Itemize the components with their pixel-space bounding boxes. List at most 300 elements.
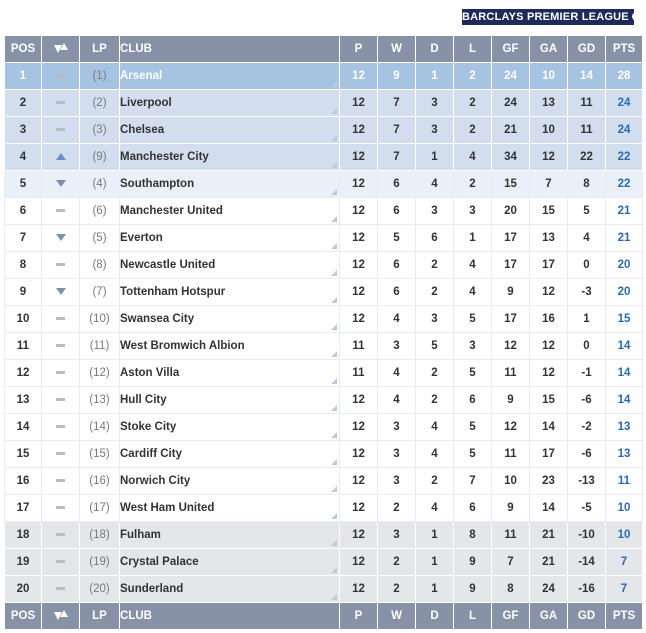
- last-position-cell: (2): [80, 90, 120, 117]
- table-row[interactable]: [5, 549, 643, 576]
- movement-cell: [42, 90, 80, 117]
- position-cell: 17: [5, 495, 42, 522]
- club-name-link[interactable]: West Bromwich Albion: [120, 340, 245, 352]
- points-cell: 7: [606, 549, 643, 576]
- club-cell[interactable]: [120, 252, 340, 279]
- p-cell: 12: [340, 117, 378, 144]
- club-name-link[interactable]: Manchester City: [120, 151, 209, 163]
- header-gf[interactable]: GF: [492, 36, 530, 63]
- no-change-icon: [56, 101, 65, 104]
- no-change-icon: [56, 398, 65, 401]
- footer-pts[interactable]: PTS: [606, 603, 643, 630]
- gf-cell: 21: [492, 117, 530, 144]
- table-row[interactable]: [5, 198, 643, 225]
- table-row[interactable]: [5, 522, 643, 549]
- l-cell: 9: [454, 549, 492, 576]
- p-cell: 12: [340, 252, 378, 279]
- points-cell: 24: [606, 90, 643, 117]
- expand-corner-icon[interactable]: [331, 513, 337, 519]
- w-cell: 6: [378, 171, 416, 198]
- last-position-cell: (1): [80, 63, 120, 90]
- expand-corner-icon[interactable]: [331, 162, 337, 168]
- movement-cell: [42, 63, 80, 90]
- club-cell[interactable]: [120, 306, 340, 333]
- position-cell: 14: [5, 414, 42, 441]
- gf-cell: 9: [492, 387, 530, 414]
- club-cell[interactable]: [120, 441, 340, 468]
- club-name-link[interactable]: Liverpool: [120, 97, 172, 109]
- table-row[interactable]: [5, 306, 643, 333]
- w-cell: 4: [378, 360, 416, 387]
- no-change-icon: [56, 263, 65, 266]
- movement-cell: [42, 225, 80, 252]
- expand-corner-icon[interactable]: [331, 189, 337, 195]
- no-change-icon: [56, 317, 65, 320]
- club-cell[interactable]: [120, 90, 340, 117]
- expand-corner-icon[interactable]: [331, 459, 337, 465]
- club-name-link[interactable]: Newcastle United: [120, 259, 216, 271]
- points-cell: 24: [606, 117, 643, 144]
- club-cell[interactable]: [120, 117, 340, 144]
- l-cell: 2: [454, 90, 492, 117]
- table-row[interactable]: [5, 441, 643, 468]
- d-cell: 4: [416, 171, 454, 198]
- club-cell[interactable]: [120, 279, 340, 306]
- w-cell: 6: [378, 198, 416, 225]
- d-cell: 1: [416, 144, 454, 171]
- l-cell: 1: [454, 225, 492, 252]
- expand-corner-icon[interactable]: [331, 351, 337, 357]
- club-name-link[interactable]: West Ham United: [120, 502, 215, 514]
- last-position-cell: (5): [80, 225, 120, 252]
- movement-cell: [42, 252, 80, 279]
- last-position-cell: (18): [80, 522, 120, 549]
- position-cell: 5: [5, 171, 42, 198]
- points-cell: 7: [606, 576, 643, 603]
- expand-corner-icon[interactable]: [331, 405, 337, 411]
- l-cell: 6: [454, 495, 492, 522]
- header-pos[interactable]: POS: [5, 36, 42, 63]
- footer-gf[interactable]: GF: [492, 603, 530, 630]
- l-cell: 9: [454, 576, 492, 603]
- no-change-icon: [56, 479, 65, 482]
- p-cell: 12: [340, 63, 378, 90]
- no-change-icon: [56, 128, 65, 131]
- expand-corner-icon[interactable]: [331, 108, 337, 114]
- movement-cell: [42, 144, 80, 171]
- club-name-link[interactable]: Cardiff City: [120, 448, 182, 460]
- expand-corner-icon[interactable]: [331, 135, 337, 141]
- ga-cell: 15: [530, 198, 568, 225]
- ga-cell: 12: [530, 360, 568, 387]
- club-name-link[interactable]: Sunderland: [120, 583, 184, 595]
- ga-cell: 12: [530, 144, 568, 171]
- ga-cell: 10: [530, 63, 568, 90]
- arrow-down-icon: [56, 180, 66, 187]
- header-lp[interactable]: LP: [80, 36, 120, 63]
- club-name-link[interactable]: Norwich City: [120, 475, 191, 487]
- p-cell: 12: [340, 198, 378, 225]
- position-cell: 20: [5, 576, 42, 603]
- header-ga[interactable]: GA: [530, 36, 568, 63]
- club-name-link[interactable]: Arsenal: [120, 70, 163, 82]
- movement-cell: [42, 198, 80, 225]
- movement-cell: [42, 387, 80, 414]
- p-cell: 12: [340, 414, 378, 441]
- no-change-icon: [56, 560, 65, 563]
- d-cell: 3: [416, 198, 454, 225]
- ga-cell: 13: [530, 225, 568, 252]
- club-name-link[interactable]: Stoke City: [120, 421, 177, 433]
- header-gd[interactable]: GD: [568, 36, 606, 63]
- l-cell: 8: [454, 522, 492, 549]
- table-footer-row: [5, 603, 643, 630]
- d-cell: 1: [416, 522, 454, 549]
- ga-cell: 21: [530, 522, 568, 549]
- w-cell: 3: [378, 441, 416, 468]
- position-cell: 19: [5, 549, 42, 576]
- gd-cell: -16: [568, 576, 606, 603]
- ga-cell: 7: [530, 171, 568, 198]
- movement-cell: [42, 549, 80, 576]
- no-change-icon: [56, 452, 65, 455]
- club-name-link[interactable]: Hull City: [120, 394, 167, 406]
- gf-cell: 10: [492, 468, 530, 495]
- p-cell: 12: [340, 549, 378, 576]
- p-cell: 12: [340, 387, 378, 414]
- header-d[interactable]: D: [416, 36, 454, 63]
- position-cell: 9: [5, 279, 42, 306]
- ga-cell: 23: [530, 468, 568, 495]
- points-cell: 14: [606, 333, 643, 360]
- table-row[interactable]: [5, 279, 643, 306]
- points-cell: 28: [606, 63, 643, 90]
- gd-cell: 4: [568, 225, 606, 252]
- table-row[interactable]: [5, 171, 643, 198]
- movement-cell: [42, 576, 80, 603]
- club-cell[interactable]: [120, 576, 340, 603]
- movement-cell: [42, 117, 80, 144]
- club-cell[interactable]: [120, 522, 340, 549]
- club-name-link[interactable]: Swansea City: [120, 313, 195, 325]
- footer-l[interactable]: L: [454, 603, 492, 630]
- gd-cell: 0: [568, 252, 606, 279]
- l-cell: 2: [454, 117, 492, 144]
- l-cell: 4: [454, 279, 492, 306]
- table-row[interactable]: [5, 468, 643, 495]
- w-cell: 3: [378, 468, 416, 495]
- l-cell: 7: [454, 468, 492, 495]
- movement-cell: [42, 333, 80, 360]
- movement-cell: [42, 468, 80, 495]
- position-cell: 10: [5, 306, 42, 333]
- footer-p[interactable]: P: [340, 603, 378, 630]
- d-cell: 1: [416, 576, 454, 603]
- table-row[interactable]: [5, 414, 643, 441]
- last-position-cell: (8): [80, 252, 120, 279]
- ga-cell: 17: [530, 252, 568, 279]
- p-cell: 12: [340, 495, 378, 522]
- movement-arrows-icon: [54, 43, 68, 55]
- no-change-icon: [56, 587, 65, 590]
- expand-corner-icon[interactable]: [331, 432, 337, 438]
- footer-d[interactable]: D: [416, 603, 454, 630]
- expand-corner-icon[interactable]: [331, 216, 337, 222]
- position-cell: 6: [5, 198, 42, 225]
- table-row[interactable]: [5, 252, 643, 279]
- header-pts[interactable]: PTS: [606, 36, 643, 63]
- table-row[interactable]: [5, 63, 643, 90]
- d-cell: 4: [416, 414, 454, 441]
- gf-cell: 12: [492, 414, 530, 441]
- expand-corner-icon[interactable]: [331, 378, 337, 384]
- d-cell: 4: [416, 441, 454, 468]
- points-cell: 13: [606, 414, 643, 441]
- gd-cell: 11: [568, 90, 606, 117]
- points-cell: 13: [606, 441, 643, 468]
- d-cell: 6: [416, 225, 454, 252]
- expand-corner-icon[interactable]: [331, 243, 337, 249]
- club-name-link[interactable]: Chelsea: [120, 124, 165, 136]
- ga-cell: 21: [530, 549, 568, 576]
- gd-cell: 22: [568, 144, 606, 171]
- arrow-down-icon: [56, 288, 66, 295]
- expand-corner-icon[interactable]: [331, 81, 337, 87]
- position-cell: 1: [5, 63, 42, 90]
- gd-cell: -13: [568, 468, 606, 495]
- club-cell[interactable]: [120, 360, 340, 387]
- table-row[interactable]: [5, 333, 643, 360]
- l-cell: 4: [454, 252, 492, 279]
- table-row[interactable]: [5, 495, 643, 522]
- ga-cell: 13: [530, 90, 568, 117]
- movement-cell: [42, 360, 80, 387]
- d-cell: 2: [416, 252, 454, 279]
- last-position-cell: (9): [80, 144, 120, 171]
- gd-cell: -6: [568, 441, 606, 468]
- club-name-link[interactable]: Crystal Palace: [120, 556, 199, 568]
- l-cell: 4: [454, 144, 492, 171]
- movement-cell: [42, 279, 80, 306]
- gf-cell: 17: [492, 252, 530, 279]
- l-cell: 2: [454, 63, 492, 90]
- gf-cell: 11: [492, 522, 530, 549]
- w-cell: 7: [378, 117, 416, 144]
- l-cell: 5: [454, 441, 492, 468]
- footer-pos[interactable]: POS: [5, 603, 42, 630]
- gd-cell: -3: [568, 279, 606, 306]
- club-cell[interactable]: [120, 171, 340, 198]
- table-header-row: [5, 36, 643, 63]
- footer-w[interactable]: W: [378, 603, 416, 630]
- l-cell: 5: [454, 414, 492, 441]
- movement-arrows-icon: [54, 610, 68, 622]
- club-cell[interactable]: [120, 198, 340, 225]
- d-cell: 1: [416, 549, 454, 576]
- d-cell: 2: [416, 279, 454, 306]
- gf-cell: 7: [492, 549, 530, 576]
- gd-cell: -14: [568, 549, 606, 576]
- points-cell: 11: [606, 468, 643, 495]
- p-cell: 12: [340, 468, 378, 495]
- gd-cell: 11: [568, 117, 606, 144]
- w-cell: 7: [378, 90, 416, 117]
- position-cell: 16: [5, 468, 42, 495]
- points-cell: 14: [606, 360, 643, 387]
- w-cell: 4: [378, 387, 416, 414]
- league-table: [4, 35, 643, 630]
- club-name-link[interactable]: Everton: [120, 232, 163, 244]
- table-row[interactable]: [5, 90, 643, 117]
- footer-movement: [42, 603, 80, 630]
- club-cell[interactable]: [120, 144, 340, 171]
- p-cell: 12: [340, 225, 378, 252]
- last-position-cell: (13): [80, 387, 120, 414]
- p-cell: 11: [340, 360, 378, 387]
- lion-logo-icon: [632, 12, 634, 21]
- gf-cell: 24: [492, 63, 530, 90]
- l-cell: 2: [454, 171, 492, 198]
- club-cell[interactable]: [120, 549, 340, 576]
- ga-cell: 10: [530, 117, 568, 144]
- gd-cell: -1: [568, 360, 606, 387]
- gf-cell: 17: [492, 225, 530, 252]
- l-cell: 6: [454, 387, 492, 414]
- movement-cell: [42, 522, 80, 549]
- expand-corner-icon[interactable]: [331, 540, 337, 546]
- club-name-link[interactable]: Aston Villa: [120, 367, 180, 379]
- l-cell: 5: [454, 306, 492, 333]
- last-position-cell: (10): [80, 306, 120, 333]
- d-cell: 2: [416, 360, 454, 387]
- no-change-icon: [56, 425, 65, 428]
- gd-cell: 8: [568, 171, 606, 198]
- position-cell: 13: [5, 387, 42, 414]
- club-cell[interactable]: [120, 333, 340, 360]
- club-name-link[interactable]: Tottenham Hotspur: [120, 286, 226, 298]
- table-row[interactable]: [5, 387, 643, 414]
- no-change-icon: [56, 209, 65, 212]
- gf-cell: 20: [492, 198, 530, 225]
- last-position-cell: (12): [80, 360, 120, 387]
- header-w[interactable]: W: [378, 36, 416, 63]
- points-cell: 15: [606, 306, 643, 333]
- expand-corner-icon[interactable]: [331, 270, 337, 276]
- footer-ga[interactable]: GA: [530, 603, 568, 630]
- last-position-cell: (6): [80, 198, 120, 225]
- club-cell[interactable]: [120, 387, 340, 414]
- gf-cell: 24: [492, 90, 530, 117]
- arrow-up-icon: [56, 153, 66, 160]
- header-movement: [42, 36, 80, 63]
- w-cell: 5: [378, 225, 416, 252]
- d-cell: 1: [416, 63, 454, 90]
- p-cell: 12: [340, 306, 378, 333]
- gf-cell: 17: [492, 306, 530, 333]
- last-position-cell: (19): [80, 549, 120, 576]
- points-cell: 20: [606, 252, 643, 279]
- club-cell[interactable]: [120, 468, 340, 495]
- w-cell: 7: [378, 144, 416, 171]
- brand-label: BARCLAYS PREMIER LEAGUE: [462, 11, 629, 23]
- p-cell: 11: [340, 333, 378, 360]
- club-cell[interactable]: [120, 225, 340, 252]
- header-p[interactable]: P: [340, 36, 378, 63]
- no-change-icon: [56, 533, 65, 536]
- d-cell: 4: [416, 495, 454, 522]
- gf-cell: 8: [492, 576, 530, 603]
- w-cell: 6: [378, 279, 416, 306]
- w-cell: 2: [378, 576, 416, 603]
- last-position-cell: (14): [80, 414, 120, 441]
- table-row[interactable]: [5, 144, 643, 171]
- table-row[interactable]: [5, 360, 643, 387]
- gd-cell: 5: [568, 198, 606, 225]
- ga-cell: 24: [530, 576, 568, 603]
- points-cell: 14: [606, 387, 643, 414]
- points-cell: 21: [606, 198, 643, 225]
- w-cell: 2: [378, 495, 416, 522]
- gf-cell: 9: [492, 279, 530, 306]
- w-cell: 3: [378, 333, 416, 360]
- gd-cell: -10: [568, 522, 606, 549]
- movement-cell: [42, 495, 80, 522]
- p-cell: 12: [340, 576, 378, 603]
- last-position-cell: (11): [80, 333, 120, 360]
- expand-corner-icon[interactable]: [331, 594, 337, 600]
- d-cell: 5: [416, 333, 454, 360]
- position-cell: 11: [5, 333, 42, 360]
- expand-corner-icon[interactable]: [331, 297, 337, 303]
- table-body: [5, 63, 643, 603]
- table-row[interactable]: [5, 225, 643, 252]
- header-club[interactable]: CLUB: [120, 36, 340, 63]
- ga-cell: 15: [530, 387, 568, 414]
- p-cell: 12: [340, 441, 378, 468]
- ga-cell: 17: [530, 441, 568, 468]
- gf-cell: 11: [492, 360, 530, 387]
- club-name-link[interactable]: Manchester United: [120, 205, 223, 217]
- expand-corner-icon[interactable]: [331, 567, 337, 573]
- table-row[interactable]: [5, 576, 643, 603]
- table-row[interactable]: [5, 117, 643, 144]
- club-cell[interactable]: [120, 495, 340, 522]
- no-change-icon: [56, 74, 65, 77]
- p-cell: 12: [340, 171, 378, 198]
- l-cell: 5: [454, 360, 492, 387]
- position-cell: 8: [5, 252, 42, 279]
- l-cell: 3: [454, 198, 492, 225]
- arrow-down-icon: [56, 234, 66, 241]
- d-cell: 3: [416, 90, 454, 117]
- movement-cell: [42, 414, 80, 441]
- gf-cell: 9: [492, 495, 530, 522]
- expand-corner-icon[interactable]: [331, 324, 337, 330]
- footer-lp[interactable]: LP: [80, 603, 120, 630]
- w-cell: 2: [378, 549, 416, 576]
- no-change-icon: [56, 344, 65, 347]
- club-cell[interactable]: [120, 63, 340, 90]
- premier-league-brand: [462, 9, 634, 25]
- gd-cell: -5: [568, 495, 606, 522]
- footer-club[interactable]: CLUB: [120, 603, 340, 630]
- club-name-link[interactable]: Southampton: [120, 178, 195, 190]
- header-l[interactable]: L: [454, 36, 492, 63]
- expand-corner-icon[interactable]: [331, 486, 337, 492]
- club-cell[interactable]: [120, 414, 340, 441]
- footer-gd[interactable]: GD: [568, 603, 606, 630]
- club-name-link[interactable]: Fulham: [120, 529, 161, 541]
